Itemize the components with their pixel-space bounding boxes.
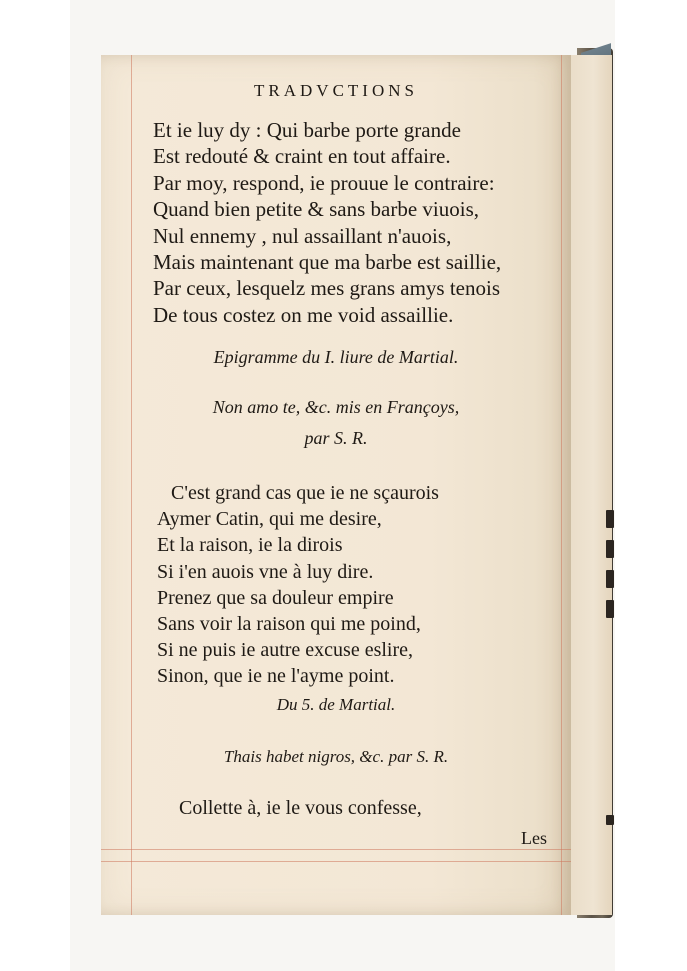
- facing-page-glyph: [606, 600, 614, 618]
- verse-line: Prenez que sa douleur empire: [157, 586, 394, 609]
- verse-line: Par moy, respond, ie prouue le contraire:: [153, 170, 495, 195]
- ruled-line: [101, 849, 571, 850]
- ruled-line: [101, 861, 571, 862]
- verse-line: Collette à, ie le vous confesse,: [179, 797, 422, 819]
- verse-line: Sinon, que ie ne l'ayme point.: [157, 665, 395, 688]
- running-header: TRADVCTIONS: [254, 81, 418, 100]
- facing-page-glyph: [606, 570, 614, 588]
- verse-line: Nul ennemy , nul assaillant n'auois,: [153, 223, 452, 248]
- martial-reference: Du 5. de Martial.: [276, 695, 396, 714]
- verse-line: Aymer Catin, qui me desire,: [157, 508, 382, 531]
- verse-line: C'est grand cas que ie ne sçaurois: [171, 482, 439, 504]
- verse-line: Et ie luy dy : Qui barbe porte grande: [153, 118, 461, 142]
- latin-incipit: Non amo te, &c. mis en Françoys,: [212, 397, 460, 417]
- verse-line: Si ne puis ie autre excuse eslire,: [157, 639, 414, 662]
- verse-line: Et la raison, ie la dirois: [157, 534, 343, 557]
- author-attribution: par S. R.: [304, 428, 368, 448]
- verse-line: Est redouté & craint en tout affaire.: [153, 144, 451, 169]
- verse-line: De tous costez on me void assaillie.: [153, 302, 454, 327]
- facing-page-glyph: [606, 510, 614, 528]
- catchword: Les: [521, 828, 547, 848]
- facing-page-glyph: [606, 815, 614, 825]
- verse-line: Sans voir la raison qui me poind,: [157, 612, 421, 635]
- latin-incipit-2: Thais habet nigros, &c. par S. R.: [223, 747, 449, 766]
- ruled-line: [561, 55, 562, 915]
- facing-page: [565, 55, 612, 915]
- verse-block-1: [153, 117, 501, 328]
- facing-page-glyph: [606, 540, 614, 558]
- epigram-title: Epigramme du I. liure de Martial.: [213, 347, 459, 367]
- verse-line: Par ceux, lesquelz mes grans amys tenois: [153, 276, 500, 301]
- book-page: [101, 55, 571, 915]
- ruled-line: [131, 55, 132, 915]
- verse-line: Si i'en auois vne à luy dire.: [157, 560, 374, 583]
- verse-line: Mais maintenant que ma barbe est saillie,: [153, 249, 502, 274]
- verse-line: Quand bien petite & sans barbe viuois,: [153, 197, 480, 222]
- verse-block-2: [157, 480, 439, 690]
